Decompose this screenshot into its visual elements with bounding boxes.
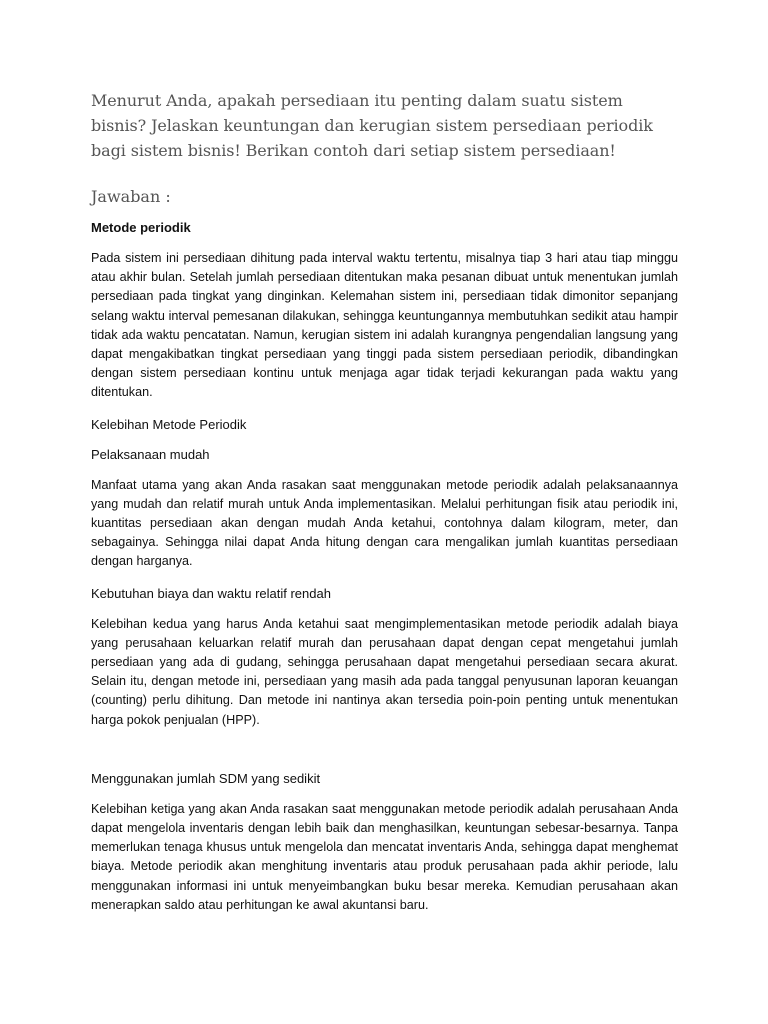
paragraph-pelaksanaan-mudah: Manfaat utama yang akan Anda rasakan saat menggunakan metode periodik adalah pelaksanaannya yang mudah dan relatif murah untuk Anda implementasikan. Melalui perhitungan fisik atau periodik ini, kuantitas persediaan akan dengan mudah Anda ketahui, contohnya dalam kilogram, meter, dan sebagainya. Sehingga nilai dapat Anda hitung dengan cara mengalikan jumlah kuantitas persediaan dengan harganya. <box>91 477 678 569</box>
heading-sdm-sedikit: Menggunakan jumlah SDM yang sedikit <box>91 770 321 786</box>
paragraph-sdm-sedikit: Kelebihan ketiga yang akan Anda rasakan saat menggunakan metode periodik adalah perusahaan Anda dapat mengelola inventaris dengan lebih baik dan menghasilkan, keuntungan sebesar-besarnya. Tanpa memerlukan tenaga khusus untuk mengelola dan mencatat inventaris Anda, sehingga dapat menghemat biaya. Metode periodik akan menghitung inventaris atau produk perusahaan pada akhir periode, lalu menggunakan informasi ini untuk menyeimbangkan buku besar mereka. Kemudian perusahaan akan menerapkan saldo atau perhitungan ke awal akuntansi baru. <box>91 801 678 912</box>
question-text: Menurut Anda, apakah persediaan itu penting dalam suatu sistem bisnis? Jelaskan keuntungan dan kerugian sistem persediaan periodik bagi sistem bisnis! Berikan contoh dari setiap sistem persediaan! <box>91 91 653 160</box>
paragraph-metode-periodik: Pada sistem ini persediaan dihitung pada interval waktu tertentu, misalnya tiap 3 hari atau tiap minggu atau akhir bulan. Setelah jumlah persediaan ditentukan maka pesanan dibuat untuk menentukan jumlah persediaan pada tingkat yang dinginkan. Kelemahan sistem ini, persediaan tidak dimonitor sepanjang selang waktu interval pemesanan dilakukan, sehingga keuntungannya membutuhkan sedikit atau hampir tidak ada waktu pencatatan. Namun, kerugian sistem ini adalah kurangnya pengendalian langsung yang dapat mengakibatkan tingkat persediaan yang tinggi pada sistem persediaan periodik, dibandingkan dengan sistem persediaan kontinu untuk menjaga agar tidak terjadi kekurangan pada waktu yang ditentukan. <box>91 251 678 400</box>
heading-kelebihan: Kelebihan Metode Periodik <box>91 416 247 432</box>
heading-pelaksanaan-mudah: Pelaksanaan mudah <box>91 446 210 462</box>
heading-biaya-rendah: Kebutuhan biaya dan waktu relatif rendah <box>91 585 331 601</box>
heading-metode-periodik: Metode periodik <box>91 220 191 235</box>
answer-label: Jawaban : <box>91 187 171 206</box>
paragraph-biaya-rendah: Kelebihan kedua yang harus Anda ketahui saat mengimplementasikan metode periodik adalah biaya yang perusahaan keluarkan relatif murah dan perusahaan dapat dengan cepat mengetahui jumlah persediaan yang ada di gudang, sehingga perusahaan dapat mengetahui persediaan secara akurat. Selain itu, dengan metode ini, persediaan yang masih ada pada tanggal penyusunan laporan keuangan (counting) perlu dihitung. Dan metode ini nantinya akan tersedia poin-poin penting untuk menentukan harga pokok penjualan (HPP). <box>91 616 678 727</box>
document-page <box>91 88 678 915</box>
